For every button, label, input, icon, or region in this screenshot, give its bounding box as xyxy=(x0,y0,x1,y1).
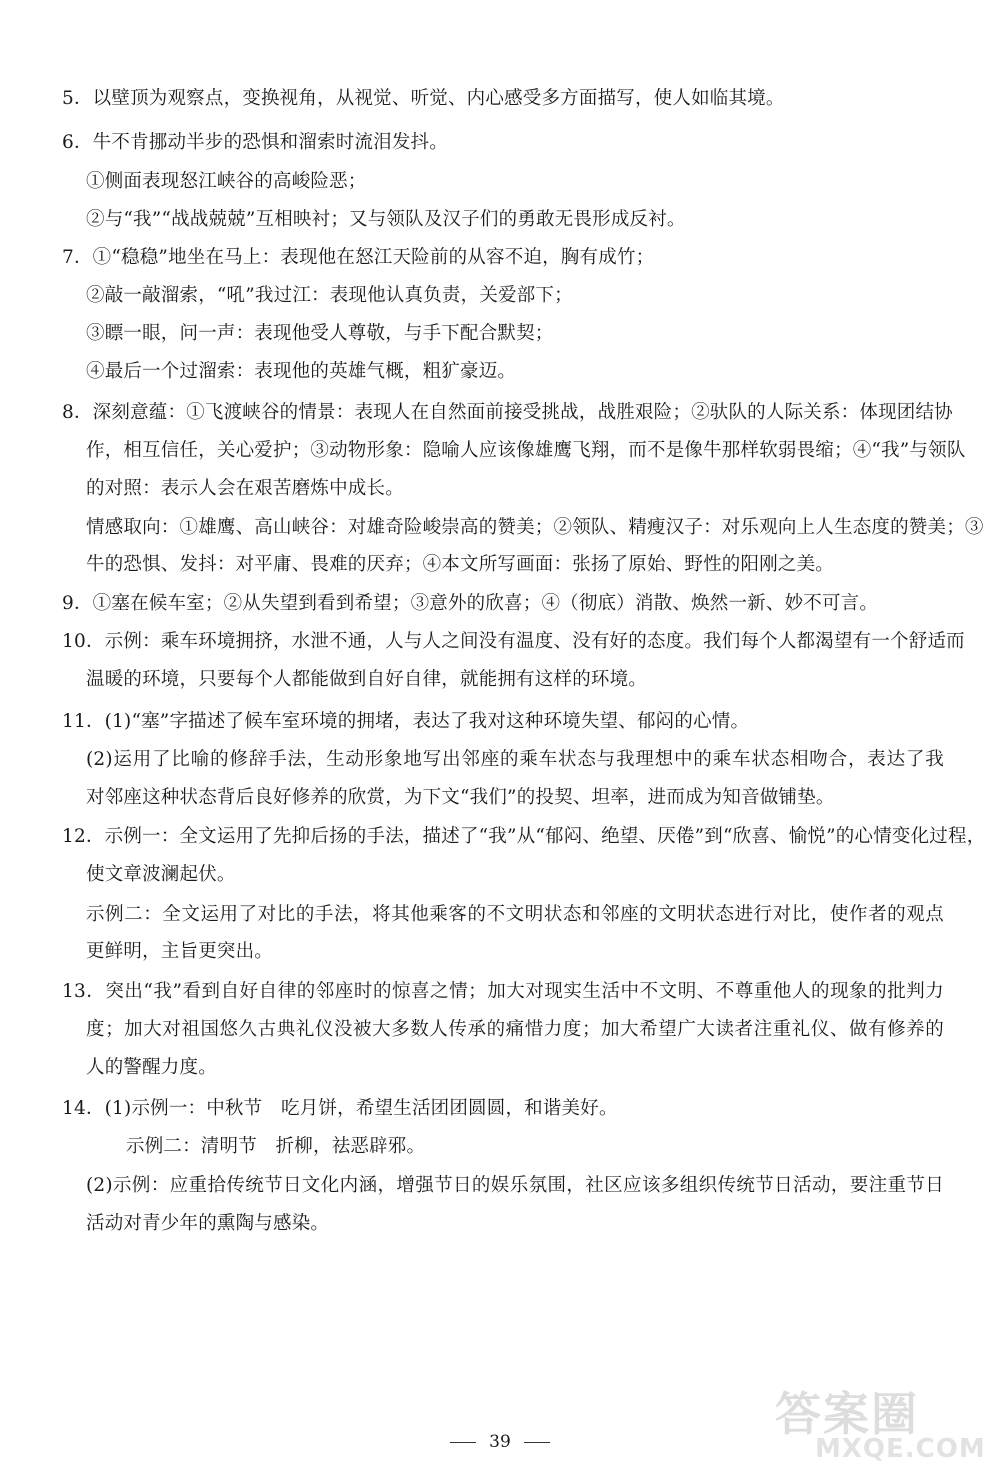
page-number: 39 xyxy=(489,1432,511,1452)
watermark-url-text: MXQE.COM xyxy=(815,1434,986,1464)
answer-8-line-1: 8．深刻意蕴：①飞渡峡谷的情景：表现人在自然面前接受挑战，战胜艰险；②驮队的人际关系：体现团结协 xyxy=(62,402,953,423)
answer-14-part-2-line-1: (2)示例：应重拾传统节日文化内涵，增强节日的娱乐氛围，社区应该多组织传统节日活动，要注重节日 xyxy=(86,1175,944,1196)
answer-8-line-3: 的对照：表示人会在艰苦磨炼中成长。 xyxy=(86,478,404,499)
answer-10-line-1: 10．示例：乘车环境拥挤，水泄不通，人与人之间没有温度、没有好的态度。我们每个人都渴望有一个舒适而 xyxy=(62,631,965,652)
answer-12-example-1-line-2: 使文章波澜起伏。 xyxy=(86,864,236,885)
answer-13-line-3: 人的警醒力度。 xyxy=(86,1057,217,1078)
answer-8-line-4: 情感取向：①雄鹰、高山峡谷：对雄奇险峻崇高的赞美；②领队、精瘦汉子：对乐观向上人生态度的赞美；③ xyxy=(86,517,984,538)
answer-13-line-1: 13．突出“我”看到自好自律的邻座时的惊喜之情；加大对现实生活中不文明、不尊重他人的现象的批判力 xyxy=(62,981,944,1002)
answer-5: 5．以壁顶为观察点，变换视角，从视觉、听觉、内心感受多方面描写，使人如临其境。 xyxy=(62,88,785,109)
footer-dash-right xyxy=(524,1442,550,1443)
answer-13-line-2: 度；加大对祖国悠久古典礼仪没被大多数人传承的痛惜力度；加大希望广大读者注重礼仪、做有修养的 xyxy=(86,1019,944,1040)
answer-9: 9．①塞在候车室；②从失望到看到希望；③意外的欣喜；④（彻底）消散、焕然一新、妙不可言。 xyxy=(62,593,879,614)
answer-11-part-2-line-2: 对邻座这种状态背后良好修养的欣赏，为下文“我们”的投契、坦率，进而成为知音做铺垫。 xyxy=(86,787,835,808)
answer-7-point-1: 7．①“稳稳”地坐在马上：表现他在怒江天险前的从容不迫，胸有成竹； xyxy=(62,247,655,268)
answer-8-line-2: 作，相互信任，关心爱护；③动物形象：隐喻人应该像雄鹰飞翔，而不是像牛那样软弱畏缩；④“我”与领队 xyxy=(86,440,966,461)
answer-11-part-1: 11．(1)“塞”字描述了候车室环境的拥堵，表达了我对这种环境失望、郁闷的心情。 xyxy=(62,711,750,732)
answer-7-point-2: ②敲一敲溜索，“吼”我过江：表现他认真负责，关爱部下； xyxy=(86,285,573,306)
answer-14-part-1-example-2: 示例二：清明节 折柳，祛恶辟邪。 xyxy=(126,1136,426,1157)
answer-8-line-5: 牛的恐惧、发抖：对平庸、畏难的厌弃；④本文所写画面：张扬了原始、野性的阳刚之美。 xyxy=(86,554,835,575)
answer-6: 6．牛不肯挪动半步的恐惧和溜索时流泪发抖。 xyxy=(62,132,448,153)
answer-14-part-2-line-2: 活动对青少年的熏陶与感染。 xyxy=(86,1213,330,1234)
answer-12-example-2-line-2: 更鲜明，主旨更突出。 xyxy=(86,941,274,962)
answer-7-point-4: ④最后一个过溜索：表现他的英雄气概，粗犷豪迈。 xyxy=(86,361,517,382)
answer-6-point-1: ①侧面表现怒江峡谷的高峻险恶； xyxy=(86,171,367,192)
answer-12-example-2-line-1: 示例二：全文运用了对比的手法，将其他乘客的不文明状态和邻座的文明状态进行对比，使作者的观点 xyxy=(86,904,944,925)
answer-11-part-2-line-1: (2)运用了比喻的修辞手法，生动形象地写出邻座的乘车状态与我理想中的乘车状态相吻合，表达了我 xyxy=(86,749,944,770)
answer-6-point-2: ②与“我”“战战兢兢”互相映衬；又与领队及汉子们的勇敢无畏形成反衬。 xyxy=(86,209,686,230)
watermark-chinese-text: 答案圈 xyxy=(775,1387,919,1441)
answer-10-line-2: 温暖的环境，只要每个人都能做到自好自律，就能拥有这样的环境。 xyxy=(86,669,648,690)
answer-7-point-3: ③瞟一眼，问一声：表现他受人尊敬，与手下配合默契； xyxy=(86,323,554,344)
watermark-logo xyxy=(775,1378,990,1468)
answer-14-part-1-example-1: 14．(1)示例一：中秋节 吃月饼，希望生活团团圆圆，和谐美好。 xyxy=(62,1098,618,1119)
answer-12-example-1-line-1: 12．示例一：全文运用了先抑后扬的手法，描述了“我”从“郁闷、绝望、厌倦”到“欣喜、愉悦”的心情变化过程， xyxy=(62,826,986,847)
footer-dash-left xyxy=(450,1442,476,1443)
